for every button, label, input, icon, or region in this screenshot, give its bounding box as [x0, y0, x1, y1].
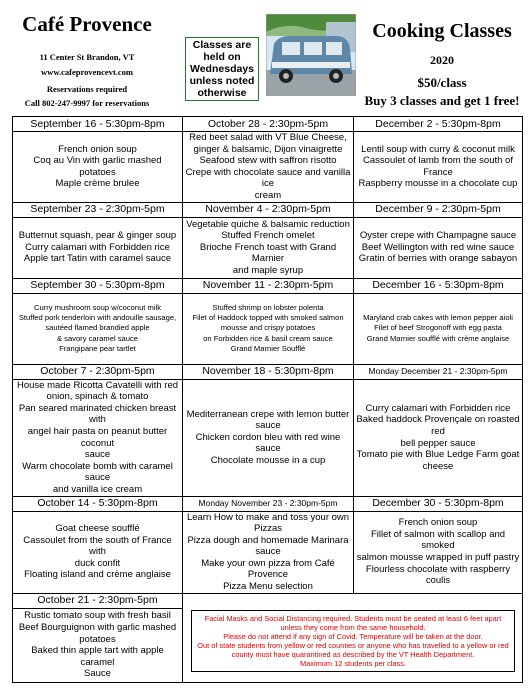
menu-item: Stuffed pork tenderloin with andouille sausage, [18, 313, 177, 323]
menu-item: Flourless chocolate with raspberry coulis [365, 563, 511, 587]
menu-item: Warm chocolate bomb with caramel sauce [22, 460, 173, 484]
wednesday-notice [185, 37, 259, 101]
class-menu [13, 293, 183, 364]
class-menu [354, 511, 523, 593]
class-menu [354, 132, 523, 203]
class-menu [13, 132, 183, 203]
menu-item: Tomato pie with Blue Ledge Farm goat [356, 449, 520, 461]
menu-item: onion, spinach & tomato [46, 391, 149, 403]
menu-item: Curry calamari with Forbidden rice [365, 402, 511, 414]
class-menu [13, 379, 183, 496]
class-date: Monday November 23 - 2:30pm-5pm [183, 496, 354, 511]
menu-item: cream [254, 189, 282, 201]
menu-item: & savory caramel sauce [56, 333, 139, 343]
class-date: December 9 - 2:30pm-5pm [354, 202, 523, 217]
menu-item: Filet of Haddock topped with smoked salmon [192, 313, 344, 323]
menu-item: sautéed flamed brandied apple [45, 323, 150, 333]
menu-item: Coq au Vin with garlic mashed potatoes [33, 155, 162, 178]
class-date: October 28 - 2:30pm-5pm [183, 117, 354, 132]
menu-item: Red beet salad with VT Blue Cheese, [189, 132, 347, 143]
van-photo [266, 14, 356, 96]
menu-item: Gratin of berries with orange sabayon [358, 253, 518, 265]
covid-rule: Out of state students from yellow or red counties or anyone who has travelled to a yellow or red county must have quarantined as described by the VT Health Department. [197, 641, 509, 660]
menu-item: Grand Marnier Soufflé [230, 343, 306, 353]
header [0, 0, 528, 112]
class-date: November 11 - 2:30pm-5pm [183, 278, 354, 293]
menu-item: Baked thin apple tart with apple caramel [31, 645, 164, 668]
class-price: $50/class [417, 75, 467, 90]
menu-item: Stuffed French omelet [221, 230, 315, 242]
menu-item: Seafood stew with saffron risotto [199, 155, 337, 167]
menu-item: Oyster crepe with Champagne sauce [359, 230, 517, 242]
class-menu [183, 217, 354, 278]
menu-item: Brioche French toast with Grand Marnier [199, 241, 337, 265]
menu-item: French onion soup [58, 143, 137, 155]
covid-notice-cell [183, 593, 523, 682]
menu-item: Butternut squash, pear & ginger soup [18, 230, 177, 242]
menu-item: bell pepper sauce [400, 437, 476, 449]
menu-item: Grand Marnier soufflé with crème anglaise [366, 333, 510, 343]
menu-item: Crepe with chocolate sauce and vanilla ice [185, 166, 351, 190]
class-date: October 14 - 5:30pm-8pm [13, 496, 183, 511]
menu-item: and maple syrup [232, 264, 304, 276]
class-date: October 21 - 2:30pm-5pm [13, 593, 183, 608]
class-date: December 30 - 5:30pm-8pm [354, 496, 523, 511]
menu-item: Frangipane pear tartlet [59, 343, 136, 353]
class-menu [354, 217, 523, 278]
class-menu [183, 511, 354, 593]
menu-item: Maple crème brulee [55, 178, 140, 190]
menu-item: Goat cheese soufflé [55, 523, 140, 535]
cafe-name: Café Provence [22, 12, 152, 36]
menu-item: Sauce [84, 668, 111, 680]
menu-item: Make your own pizza from Café Provence [201, 557, 335, 581]
wednesday-notice-text: Classes are held on Wednesdays unless noted otherwise [189, 39, 255, 99]
class-menu [13, 511, 183, 593]
class-menu [13, 217, 183, 278]
menu-item: Chocolate mousse in a cup [210, 454, 326, 466]
menu-item: ginger & balsamic, Dijon vinaigrette [193, 143, 343, 155]
class-date: Monday December 21 - 2:30pm-5pm [354, 364, 523, 379]
menu-item: salmon mousse wrapped in puff pastry [356, 552, 520, 564]
menu-item: on Forbidden rice & basil cream sauce [203, 333, 333, 343]
class-schedule-table [12, 116, 523, 683]
covid-rule: Please do not attend if any sign of Covid. Temperature will be taken at the door. [223, 632, 483, 642]
class-date: October 7 - 2:30pm-5pm [13, 364, 183, 379]
menu-item: Pan seared marinated chicken breast with [18, 402, 177, 426]
class-menu [354, 293, 523, 364]
class-date: November 4 - 2:30pm-5pm [183, 202, 354, 217]
menu-item: Pizzas [254, 523, 282, 535]
menu-item: duck confit [74, 557, 121, 569]
class-date: September 30 - 5:30pm-8pm [13, 278, 183, 293]
class-menu [183, 132, 354, 203]
menu-item: Curry calamari with Forbidden rice [25, 241, 170, 253]
menu-item: House made Ricotta Cavatelli with red [16, 379, 179, 391]
reservations-phone: Call 802-247-9997 for reservations [24, 98, 150, 108]
menu-item: Stuffed shrimp on lobster polenta [212, 303, 324, 313]
menu-item: Vegetable quiche & balsamic reduction [186, 218, 350, 230]
class-menu [354, 379, 523, 496]
menu-item: potatoes [79, 633, 116, 645]
menu-item: sauce [255, 546, 281, 558]
menu-item: mousse and crispy potatoes [220, 323, 316, 333]
menu-item: Pizza Menu selection [223, 581, 313, 593]
menu-item: Rustic tomato soup with fresh basil [24, 610, 171, 622]
menu-item: sauce [255, 420, 281, 432]
class-menu [183, 379, 354, 496]
menu-item: Filet of beef Strogonoff with egg pasta [374, 323, 502, 333]
promo-offer: Buy 3 classes and get 1 free! [364, 93, 520, 108]
class-menu [13, 608, 183, 682]
menu-item: Learn How to make and toss your own [186, 511, 350, 523]
class-menu [183, 293, 354, 364]
class-date: September 23 - 2:30pm-5pm [13, 202, 183, 217]
menu-item: sauce [84, 449, 111, 461]
menu-item: Beef Wellington with red wine sauce [361, 241, 515, 253]
menu-item: Curry mushroom soup w/coconut milk [33, 303, 162, 313]
classes-title: Cooking Classes [372, 20, 512, 42]
menu-item: Cassoulet of lamb from the south of France [363, 155, 513, 178]
class-date: September 16 - 5:30pm-8pm [13, 117, 183, 132]
menu-item: and vanilla ice cream [52, 483, 143, 495]
menu-item: Fillet of salmon with scallop and smoked [370, 528, 506, 552]
menu-item: Maryland crab cakes with lemon pepper aioli [363, 313, 513, 323]
menu-item: angel hair pasta on peanut butter coconut [27, 425, 168, 449]
menu-item: Cassoulet from the south of France with [23, 534, 172, 558]
covid-rule: Maximum 12 students per class. [300, 659, 406, 669]
menu-item: Floating island and crème anglaise [24, 569, 171, 581]
menu-item: Baked haddock Provençale on roasted red [356, 414, 520, 437]
menu-item: Pizza dough and homemade Marinara [187, 534, 349, 546]
menu-item: Lentil soup with curry & coconut milk [361, 143, 515, 155]
covid-notice [191, 610, 515, 673]
menu-item: Raspberry mousse in a chocolate cup [358, 178, 518, 190]
menu-item: Mediterranean crepe with lemon butter [186, 408, 350, 420]
class-date: December 16 - 5:30pm-8pm [354, 278, 523, 293]
class-date: December 2 - 5:30pm-8pm [354, 117, 523, 132]
vintage-van-photo-icon [266, 14, 356, 96]
menu-item: cheese [422, 460, 454, 472]
cafe-address: 11 Center St Brandon, VT [39, 52, 135, 62]
menu-item: Apple tart Tatin with caramel sauce [23, 253, 172, 265]
class-date: November 18 - 5:30pm-8pm [183, 364, 354, 379]
menu-item: French onion soup [398, 517, 478, 529]
cafe-website[interactable]: www.cafeprovencevt.com [41, 67, 133, 77]
menu-item: Beef Bourguignon with garlic mashed [18, 621, 177, 633]
covid-rule: Facial Masks and Social Distancing required. Students must be seated at least 6 feet apart unless they come from the same household. [204, 613, 502, 632]
classes-year: 2020 [430, 53, 454, 67]
menu-item: Chicken cordon bleu with red wine sauce [195, 431, 341, 455]
reservations-note: Reservations required [46, 84, 128, 94]
